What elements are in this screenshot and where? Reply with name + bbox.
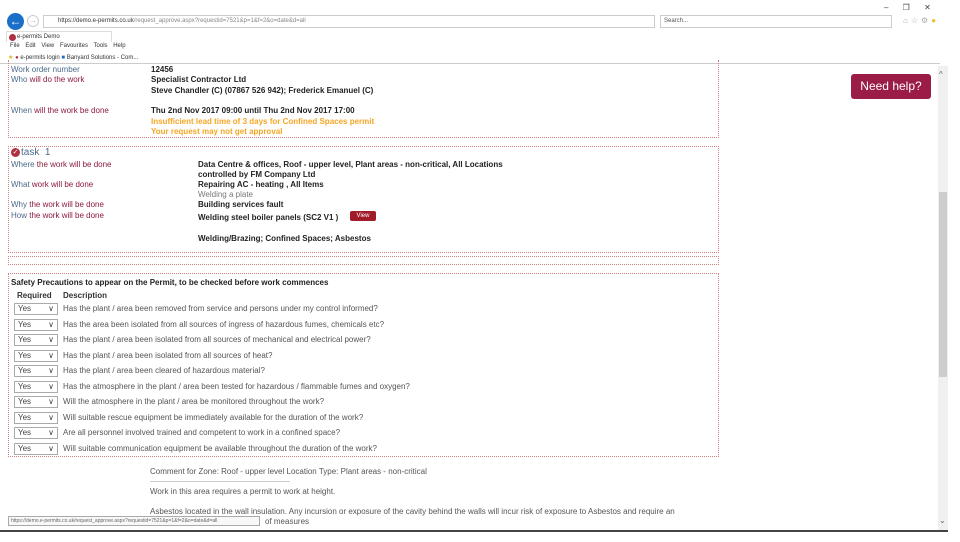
work-order-label: Work order number [11, 65, 80, 74]
chevron-down-icon: ∨ [48, 319, 54, 329]
favicon-icon [9, 34, 16, 41]
how-value: Welding steel boiler panels (SC2 V1 ) [198, 213, 339, 222]
tab-title: e-permits Demo [17, 34, 60, 40]
chevron-down-icon: ∨ [48, 443, 54, 453]
task-title: task 1 [21, 147, 51, 158]
epermits-icon: ● [15, 55, 19, 61]
url-path: /request_approve.aspx?requestid=7521&p=1&f=2&o=date&d=all [133, 18, 306, 24]
browser-chrome [0, 0, 960, 64]
safety-title: Safety Precautions to appear on the Permit, to be checked before work commences [11, 278, 329, 287]
when-label: When will the work be done [11, 106, 109, 115]
forward-button[interactable]: → [29, 16, 37, 25]
why-value: Building services fault [198, 200, 284, 209]
col-required: Required [17, 291, 52, 300]
menu-view[interactable]: View [41, 43, 55, 49]
precaution-description: Will suitable communication equipment be available throughout the duration of the work? [63, 443, 377, 453]
chevron-down-icon: ∨ [48, 335, 54, 344]
task-check-icon: ✓ [12, 149, 19, 156]
banyard-icon: ■ [61, 55, 66, 61]
contractor: Specialist Contractor Ltd [151, 75, 247, 84]
what-value: Repairing AC - heating , All Items [198, 180, 324, 189]
menu-edit[interactable]: Edit [25, 43, 36, 49]
required-select[interactable]: Yes ∨ [14, 412, 58, 424]
required-select[interactable]: Yes ∨ [14, 427, 58, 439]
chevron-down-icon: ∨ [48, 397, 54, 406]
how-label: How the work will be done [11, 211, 104, 220]
scrollbar-thumb[interactable] [939, 192, 947, 377]
menu-help[interactable]: Help [113, 43, 126, 49]
required-select[interactable]: Yes ∨ [14, 303, 58, 315]
menu-favourites[interactable]: Favourites [59, 43, 88, 49]
precaution-description: Will the atmosphere in the plant / area be monitored throughout the work? [63, 397, 325, 406]
browser-tab[interactable] [6, 31, 112, 42]
required-select[interactable]: Yes ∨ [14, 443, 58, 455]
menu-file[interactable]: File [10, 43, 20, 49]
menu-tools[interactable]: Tools [93, 43, 108, 49]
chevron-down-icon: ∨ [48, 304, 54, 313]
required-select[interactable]: Yes ∨ [14, 350, 58, 362]
required-select[interactable]: Yes ∨ [14, 319, 58, 331]
url-host: https://demo.e-permits.co.uk [58, 18, 134, 24]
required-select[interactable]: Yes ∨ [14, 381, 58, 393]
request-box [8, 60, 719, 138]
when-value: Thu 2nd Nov 2017 09:00 until Thu 2nd Nov 2017 17:00 [151, 106, 355, 115]
required-select[interactable]: Yes ∨ [14, 365, 58, 377]
precaution-description: Will suitable rescue equipment be immediately available for the duration of the work? [63, 412, 364, 422]
work-order-value: 12456 [151, 65, 174, 74]
precaution-description: Has the plant / area been cleared of hazardous material? [63, 366, 265, 375]
precaution-description: Has the plant / area been isolated from all sources of heat? [63, 350, 273, 360]
chevron-down-icon: ∨ [48, 381, 54, 391]
window-bottom-border [0, 530, 948, 532]
required-select[interactable]: Yes ∨ [14, 334, 58, 346]
search-input[interactable]: Search... [660, 15, 892, 28]
precaution-description: Has the plant / area been isolated from all sources of mechanical and electrical power? [63, 335, 371, 344]
precaution-description: Has the atmosphere in the plant / area been tested for hazardous / flammable fumes and oxygen? [63, 381, 410, 391]
where-label: Where the work will be done [11, 160, 112, 169]
back-button[interactable]: ← [7, 13, 24, 30]
view-button[interactable]: View [350, 211, 376, 221]
asbestos-comment-end: of measures [265, 517, 310, 526]
star-icon: ★ [8, 55, 14, 61]
scroll-up-icon[interactable]: ^ [939, 70, 943, 79]
precaution-description: Has the area been isolated from all sources of ingress of hazardous fumes, chemicals etc? [63, 319, 385, 329]
chevron-down-icon: ∨ [48, 366, 54, 375]
toolbar-icons[interactable]: ⌂☆⚙● [903, 16, 940, 25]
chevron-down-icon: ∨ [48, 412, 54, 422]
required-select[interactable]: Yes ∨ [14, 396, 58, 408]
fav-epermits[interactable]: e-permits login [20, 55, 60, 61]
fav-banyard[interactable]: Banyard Solutions - Com... [66, 55, 139, 61]
need-help-button[interactable]: Need help? [851, 74, 931, 99]
zone-comment: Comment for Zone: Roof - upper level Location Type: Plant areas - non-critical [150, 467, 427, 476]
address-bar[interactable] [43, 15, 655, 28]
chevron-down-icon: ∨ [48, 350, 54, 360]
who-label: Who will do the work [11, 75, 85, 84]
status-bar-url: https://demo.e-permits.co.uk/request_approve.aspx?requestid=7521&p=1&f=2&o=date&d=all [8, 516, 260, 526]
controlled-by: controlled by FM Company Ltd [198, 170, 316, 179]
scroll-down-icon[interactable]: ⌄ [939, 516, 946, 525]
what-label: What work will be done [11, 180, 94, 189]
chevron-down-icon: ∨ [48, 428, 54, 437]
lead-time-warning: Insufficient lead time of 3 days for Confined Spaces permit [151, 117, 375, 126]
comment-divider [150, 481, 290, 482]
people: Steve Chandler (C) (07867 526 942); Frederick Emanuel (C) [151, 86, 374, 95]
precaution-description: Has the plant / area been removed from service and persons under my control informed? [63, 304, 378, 313]
why-label: Why the work will be done [11, 200, 104, 209]
empty-box [8, 256, 719, 265]
menu-bar [10, 43, 126, 49]
col-description: Description [63, 291, 108, 300]
asbestos-comment: Asbestos located in the wall insulation. Any incursion or exposure of the cavity behind the walls will incur risk of exposure to Asbestos and require an [150, 507, 675, 516]
precaution-description: Are all personnel involved trained and competent to work in a confined space? [63, 428, 341, 437]
hazards: Welding/Brazing; Confined Spaces; Asbestos [198, 234, 371, 243]
height-comment: Work in this area requires a permit to work at height. [150, 487, 336, 496]
what-detail: Welding a plate [198, 190, 253, 199]
where-value: Data Centre & offices, Roof - upper level, Plant areas - non-critical, All Locations [198, 160, 503, 169]
window-controls[interactable]: – ❐ ✕ [884, 3, 931, 12]
approval-warning: Your request may not get approval [151, 127, 283, 136]
